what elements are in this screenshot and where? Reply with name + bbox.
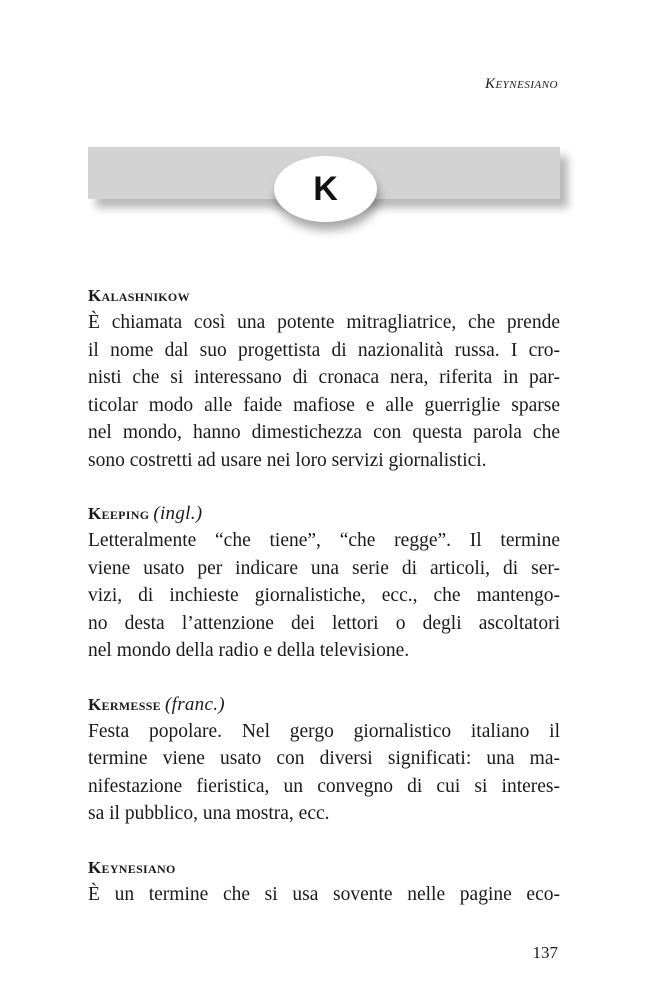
entry-term-text: Kalashnikow xyxy=(88,286,190,305)
definition-line: termine viene usato con diversi significati: una ma- xyxy=(88,748,560,769)
entry-definition xyxy=(88,309,560,474)
entry-definition xyxy=(88,527,560,665)
definition-line: È chiamata così una potente mitragliatrice, che prende xyxy=(88,312,560,333)
entry-keeping xyxy=(88,501,560,665)
definition-line: il nome dal suo progettista di nazionalità russa. I cro- xyxy=(88,339,560,361)
entry-kalashnikow xyxy=(88,283,560,474)
definition-line: nisti che si interessano di cronaca nera, riferita in par- xyxy=(88,367,560,388)
definition-line: Festa popolare. Nel gergo giornalistico italiano il xyxy=(88,720,560,742)
dictionary-entries xyxy=(88,283,560,935)
entry-term xyxy=(88,501,560,527)
definition-line: nel mondo della radio e della televisione. xyxy=(88,640,410,661)
definition-line: sono costretti ad usare nei loro servizi giornalistici. xyxy=(88,449,487,471)
definition-line: viene usato per indicare una serie di articoli, di ser- xyxy=(88,557,560,579)
definition-line: nel mondo, hanno dimestichezza con questa parola che xyxy=(88,422,560,443)
section-letter-badge xyxy=(274,156,377,222)
page-number: 137 xyxy=(532,943,558,962)
definition-line: vizi, di inchieste giornalistiche, ecc., che mantengo- xyxy=(88,585,560,606)
entry-term-text: Keynesiano xyxy=(88,857,176,877)
entry-term xyxy=(88,855,560,881)
entry-term-text: Kermesse xyxy=(88,694,161,714)
entry-definition xyxy=(88,881,560,909)
definition-line: ticolar modo alle faide mafiose e alle guerriglie sparse xyxy=(88,394,560,416)
entry-term xyxy=(88,283,560,309)
entry-keynesiano xyxy=(88,855,560,909)
running-head: Keynesiano xyxy=(484,76,558,92)
entry-term xyxy=(88,692,560,718)
entry-language-tag: (ingl.) xyxy=(153,503,203,524)
definition-line: È un termine che si usa sovente nelle pagine eco- xyxy=(88,883,560,905)
definition-line: nifestazione fieristica, un convegno di cui si interes- xyxy=(88,775,560,797)
entry-term-text: Keeping xyxy=(88,504,150,523)
definition-line: sa il pubblico, una mostra, ecc. xyxy=(88,803,330,824)
entry-kermesse xyxy=(88,692,560,828)
entry-language-tag: (franc.) xyxy=(164,693,225,715)
definition-line: no desta l’attenzione dei lettori o degli ascoltatori xyxy=(88,612,560,634)
entry-definition xyxy=(88,718,560,828)
section-letter: K xyxy=(313,169,338,208)
definition-line: Letteralmente “che tiene”, “che regge”. Il termine xyxy=(88,530,560,551)
